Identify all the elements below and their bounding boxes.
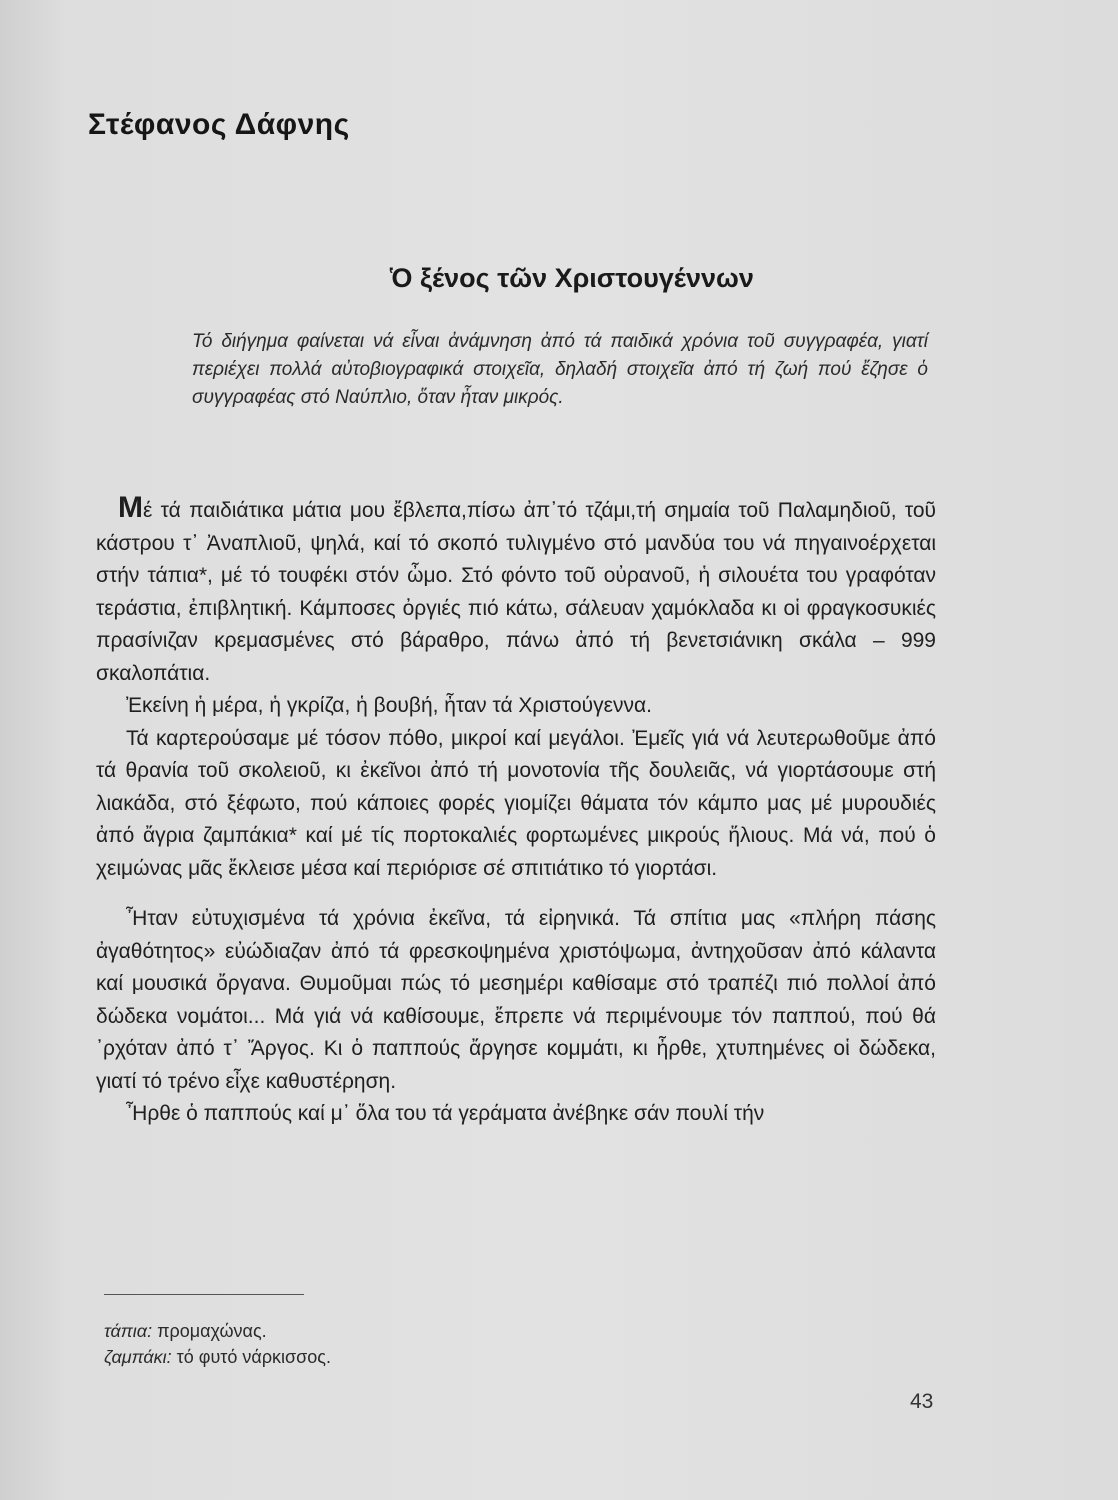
paragraph-1 — [96, 492, 936, 690]
paragraph-4: Ἦταν εὐτυχισμένα τά χρόνια ἐκεῖνα, τά εἰρηνικά. Τά σπίτια μας «πλήρη πάσης ἀγαθότητος» εὐώδιαζαν ἀπό τά φρεσκοψημένα χριστόψωμα, ἀντηχοῦσαν ἀπό κάλαντα καί μουσικά ὄργανα. Θυμοῦμαι πώς τό μεσημέρι καθίσαμε στό τραπέζι πιό πολλοί ἀπό δώδεκα νομάτοι... Μά γιά νά καθίσουμε, ἔπρεπε νά περιμένουμε τόν παππού, πού θά ᾿ρχόταν ἀπό τ᾿ Ἄργος. Κι ὁ παππούς ἄργησε κομμάτι, κι ἦρθε, χτυπημένες οἱ δώδεκα, γιατί τό τρένο εἶχε καθυστέρηση. — [96, 907, 936, 1093]
footnote-divider — [104, 1294, 304, 1295]
drop-cap: Μ — [118, 491, 143, 524]
footnote-item — [104, 1318, 704, 1344]
footnote-definition: τό φυτό νάρκισσος. — [176, 1347, 331, 1367]
intro-note: Τό διήγημα φαίνεται νά εἶναι ἀνάμνηση ἀπό τά παιδικά χρόνια τοῦ συγγραφέα, γιατί περιέχει πολλά αὐτοβιογραφικά στοιχεῖα, δηλαδή στοιχεῖα ἀπό τή ζωή πού ἔζησε ὁ συγγραφέας στό Ναύπλιο, ὅταν ἦταν μικρός. — [192, 331, 928, 408]
footnote-item — [104, 1344, 704, 1370]
paragraph-1-text: έ τά παιδιάτικα μάτια μου ἔβλεπα,πίσω ἀπ᾿τό τζάμι,τή σημαία τοῦ Παλαμηδιοῦ, τοῦ κάστρου τ᾿ Ἀναπλιοῦ, ψηλά, καί τό σκοπό τυλιγμένο στό μανδύα του νά πηγαινοέρχεται στήν τάπια*, μέ τό τουφέκι στόν ὦμο. Στό φόντο τοῦ οὐρανοῦ, ἡ σιλουέτα του γραφόταν τεράστια, ἐπιβλητική. Κάμποσες ὀργιές πιό κάτω, σάλευαν χαμόκλαδα κι οἱ φραγκοσυκιές πρασίνιζαν κρεμασμένες στό βάραθρο, πάνω ἀπό τή βενετσιάνικη σκάλα – 999 σκαλοπάτια. — [96, 499, 936, 685]
footnote-term: ζαμπάκι: — [104, 1347, 172, 1367]
footnote-term: τάπια: — [104, 1321, 153, 1341]
footnotes — [104, 1318, 704, 1370]
story-title: Ὁ ξένος τῶν Χριστουγέννων — [390, 263, 754, 293]
story-body — [96, 492, 936, 1131]
page-number: 43 — [910, 1390, 934, 1413]
author-name: Στέφανος Δάφνης — [88, 108, 350, 141]
paragraph-3: Τά καρτερούσαμε μέ τόσον πόθο, μικροί καί μεγάλοι. Ἐμεῖς γιά νά λευτερωθοῦμε ἀπό τά θρανία τοῦ σκολειοῦ, κι ἐκεῖνοι ἀπό τή μονοτονία τῆς δουλειᾶς, νά γιορτάσουμε στή λιακάδα, στό ξέφωτο, πού κάποιες φορές γιομίζει θάματα τόν κάμπο μας μέ μυρουδιές ἀπό ἄγρια ζαμπάκια* καί μέ τίς πορτοκαλιές φορτωμένες μικρούς ἥλιους. Μά νά, πού ὁ χειμώνας μᾶς ἔκλεισε μέσα καί περιόρισε σέ σπιτιάτικο τό γιορτάσι. — [96, 726, 936, 880]
footnote-definition: προμαχώνας. — [157, 1321, 267, 1341]
paragraph-2: Ἐκείνη ἡ μέρα, ἡ γκρίζα, ἡ βουβή, ἦταν τά Χριστούγεννα. — [126, 694, 653, 717]
paragraph-5: Ἦρθε ὁ παππούς καί μ᾿ ὅλα του τά γεράματα ἀνέβηκε σάν πουλί τήν — [126, 1102, 765, 1125]
